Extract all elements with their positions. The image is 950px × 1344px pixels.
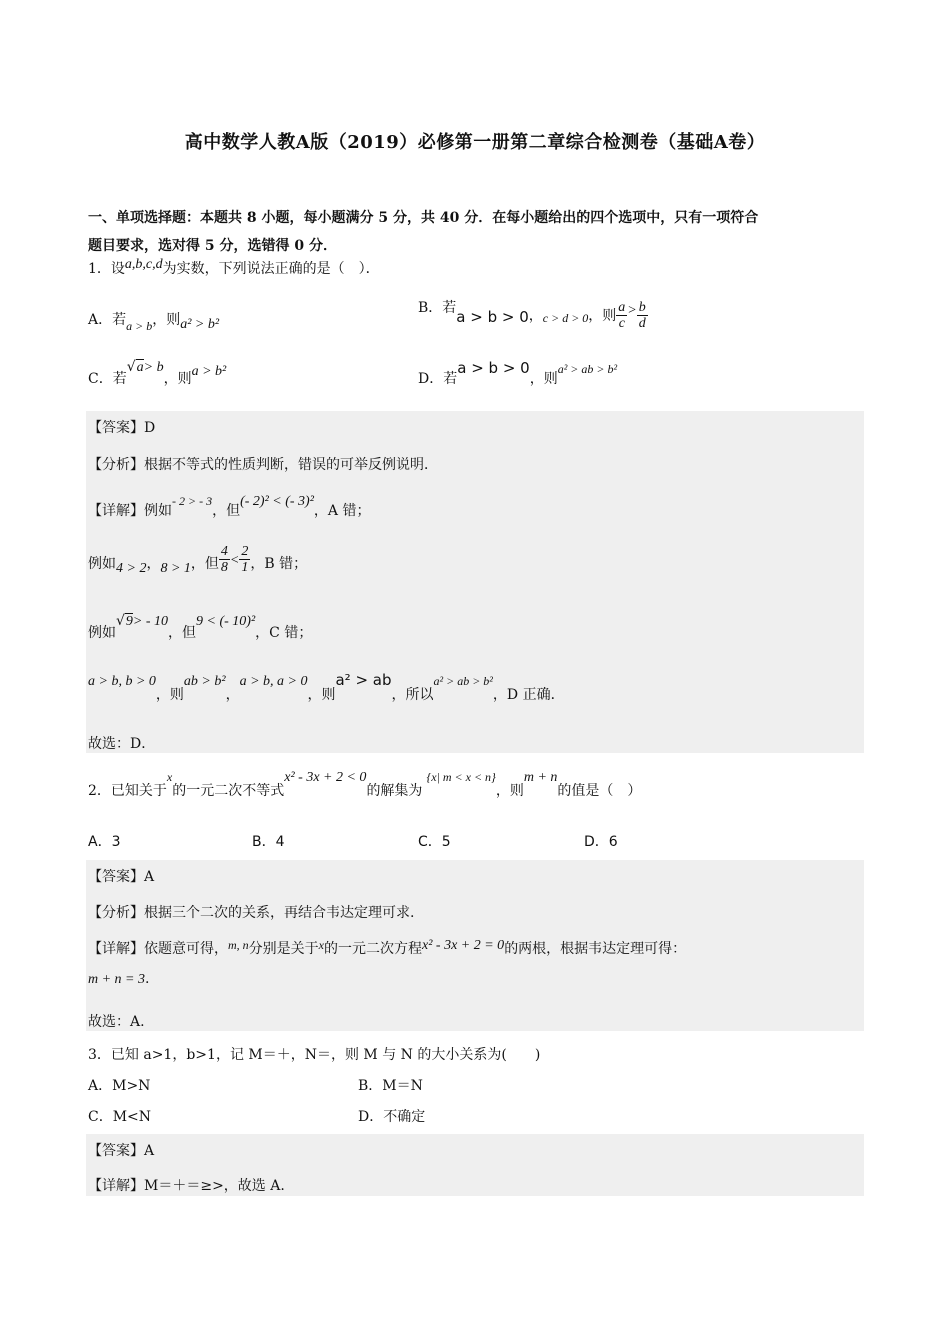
q1-b-cond: a > b > 0 bbox=[456, 307, 529, 326]
q2-stem-mid3: ，则 bbox=[495, 783, 524, 799]
page-title: 高中数学人教A版（2019）必修第一册第二章综合检测卷（基础A卷） bbox=[184, 132, 766, 153]
q3-answer: 【答案】A bbox=[88, 1143, 155, 1159]
q2-stem-mid2: 的解集为 bbox=[366, 783, 423, 799]
q2-option-a: A．3 bbox=[88, 834, 121, 850]
q1-d-mid: ，则 bbox=[529, 371, 558, 387]
section-heading-line1: 一、单项选择题：本题共 8 小题，每小题满分 5 分，共 40 分．在每小题给出的四个选项中，只有一项符合 bbox=[88, 210, 759, 226]
q2-stem-pre: 2．已知关于 bbox=[88, 783, 167, 799]
q1-b-frac-b-num: b bbox=[638, 300, 646, 315]
q1-example4-m2: ， bbox=[225, 687, 240, 703]
q1-option-c: C．若√a> b，则a > b² bbox=[88, 359, 227, 387]
q1-example2-frac2 bbox=[239, 544, 250, 576]
q1-b-frac-a-num: a bbox=[618, 300, 626, 315]
q3-option-d: D．不确定 bbox=[358, 1109, 426, 1125]
q1-b-frac-b-den: d bbox=[638, 316, 646, 332]
q3-option-b: B．M＝N bbox=[358, 1078, 423, 1094]
q1-choose: 故选：D． bbox=[88, 736, 156, 752]
q1-b-frac-b bbox=[637, 300, 648, 332]
q1-d-label: D．若 bbox=[418, 371, 458, 387]
q1-c-label: C．若 bbox=[88, 371, 127, 387]
q2-detail-x: x bbox=[318, 938, 324, 952]
q1-option-b bbox=[418, 300, 648, 332]
q2-solution-set: {x| m < x < n} bbox=[426, 770, 496, 784]
q1-example4-d: a² > ab bbox=[335, 671, 392, 689]
q2-stem-x: x bbox=[166, 770, 173, 784]
q1-example4-a: a > b, b > 0 bbox=[88, 674, 156, 689]
q1-example4-m4: ，所以 bbox=[391, 687, 434, 703]
q2-detail-mid2: 的一元二次方程 bbox=[324, 941, 422, 957]
q1-example4-m1: ，则 bbox=[155, 687, 184, 703]
q1-example1-mid: ，但 bbox=[212, 503, 241, 519]
q1-detail-line1 bbox=[88, 490, 371, 519]
q3-detail: 【详解】M＝＋＝≥>，故选 A. bbox=[88, 1178, 285, 1194]
q1-detail-line2 bbox=[88, 544, 307, 576]
q1-example4-b: ab > b² bbox=[183, 674, 226, 689]
q2-sum-expr: m + n = 3 bbox=[88, 972, 146, 987]
q1-example2-label: 例如 bbox=[88, 555, 116, 572]
q1-example1-b: (- 2)² < (- 3)² bbox=[240, 494, 314, 509]
q2-sum-end: . bbox=[145, 971, 150, 987]
q1-answer: 【答案】D bbox=[88, 420, 156, 436]
section-heading-line2: 题目要求，选对得 5 分，选错得 0 分． bbox=[88, 238, 337, 254]
q1-stem-vars: a,b,c,d bbox=[124, 257, 163, 272]
q2-equation: x² - 3x + 2 = 0 bbox=[422, 938, 505, 953]
q1-example3-end: ，C 错； bbox=[255, 625, 313, 641]
q1-a-label: A．若 bbox=[88, 312, 127, 328]
q1-example2-end: ，B 错； bbox=[250, 555, 308, 572]
q1-d-result: a² > ab > b² bbox=[557, 362, 618, 376]
q1-option-a bbox=[88, 309, 220, 333]
q1-example2-a: 4 > 2 bbox=[116, 560, 147, 576]
q2-detail-mn: m, n bbox=[228, 938, 249, 952]
q1-example2-mid: ，但 bbox=[190, 555, 219, 572]
q1-example4-e: a² > ab > b² bbox=[433, 674, 493, 688]
q1-example3-sqrt: 9 bbox=[125, 614, 133, 629]
q1-detail-line3: 例如√9> - 10，但9 < (- 10)²，C 错； bbox=[88, 613, 313, 641]
q1-a-cond: a > b bbox=[126, 319, 153, 333]
q1-detail-line4 bbox=[88, 670, 565, 703]
q1-example3-label: 例如 bbox=[88, 625, 116, 641]
q1-a-mid: ，则 bbox=[152, 312, 181, 328]
q1-stem-post: 为实数，下列说法正确的是（ ）． bbox=[162, 261, 380, 277]
q2-stem bbox=[88, 766, 642, 799]
q2-choose: 故选：A. bbox=[88, 1014, 145, 1030]
q2-detail bbox=[88, 934, 687, 957]
q1-example1-end: ，A 错； bbox=[313, 503, 371, 519]
q1-example3-mid: ，但 bbox=[168, 625, 197, 641]
q2-inequality: x² - 3x + 2 < 0 bbox=[284, 770, 367, 785]
q2-option-d: D．6 bbox=[584, 834, 618, 850]
q1-example3-a: > - 10 bbox=[132, 614, 169, 629]
q1-example4-m3: ，则 bbox=[307, 687, 336, 703]
q1-analysis: 【分析】根据不等式的性质判断，错误的可举反例说明． bbox=[88, 457, 438, 473]
q1-example2-frac2-den: 1 bbox=[241, 560, 249, 576]
q1-c-mid: ，则 bbox=[163, 371, 192, 387]
q1-example2-frac1-den: 8 bbox=[220, 560, 228, 576]
q2-detail-label: 【详解】依题意可得， bbox=[88, 941, 228, 957]
q2-detail-post: 的两根，根据韦达定理可得： bbox=[504, 941, 687, 957]
q1-c-result: a > b² bbox=[191, 364, 227, 379]
q2-stem-mid1: 的一元二次不等式 bbox=[172, 783, 285, 799]
q1-detail-label: 【详解】例如 bbox=[88, 503, 172, 519]
q3-stem: 3．已知 a>1，b>1，记 M＝＋，N＝，则 M 与 N 的大小关系为( ) bbox=[88, 1047, 541, 1063]
q3-option-a: A．M>N bbox=[88, 1078, 151, 1094]
q1-example2-lt: < bbox=[229, 552, 240, 568]
q1-a-result: a² > b² bbox=[180, 317, 220, 332]
q2-detail-mid1: 分别是关于 bbox=[248, 941, 319, 957]
q2-analysis: 【分析】根据三个二次的关系，再结合韦达定理可求. bbox=[88, 905, 415, 921]
q1-example2-frac1-num: 4 bbox=[220, 544, 228, 559]
q1-example4-c: a > b, a > 0 bbox=[239, 674, 308, 689]
q2-option-b: B．4 bbox=[252, 834, 285, 850]
q1-example2-frac2-num: 2 bbox=[241, 544, 249, 559]
q1-stem bbox=[88, 258, 380, 278]
q1-example3-b: 9 < (- 10)² bbox=[196, 614, 256, 629]
q2-sum bbox=[88, 971, 149, 988]
q1-b-label: B．若 bbox=[418, 299, 457, 316]
q2-expression: m + n bbox=[523, 770, 558, 785]
q1-b-frac-a bbox=[616, 300, 627, 332]
q1-b-sep: ， bbox=[528, 307, 543, 324]
q1-example4-end: ，D 正确． bbox=[492, 687, 565, 703]
q1-example2-frac1 bbox=[219, 544, 230, 576]
q1-c-cond: > b bbox=[143, 360, 164, 375]
q1-b-frac-a-den: c bbox=[618, 316, 625, 332]
q2-answer: 【答案】A bbox=[88, 869, 155, 885]
q1-c-sqrt: a bbox=[136, 360, 144, 375]
q1-example1-a: - 2 > - 3 bbox=[172, 494, 213, 508]
q1-example2-sep: ， bbox=[146, 555, 161, 572]
q2-option-c: C．5 bbox=[418, 834, 451, 850]
q3-option-c: C．M<N bbox=[88, 1109, 152, 1125]
q2-stem-post: 的值是（ ） bbox=[557, 783, 642, 799]
q1-d-cond: a > b > 0 bbox=[457, 359, 530, 377]
q1-stem-pre: 1．设 bbox=[88, 261, 125, 277]
q1-b-gt: > bbox=[627, 302, 637, 318]
q1-b-mid: ，则 bbox=[588, 307, 617, 324]
q1-b-cond2: c > d > 0 bbox=[542, 310, 589, 325]
q1-example2-b: 8 > 1 bbox=[160, 560, 191, 576]
q1-option-d bbox=[418, 358, 618, 387]
